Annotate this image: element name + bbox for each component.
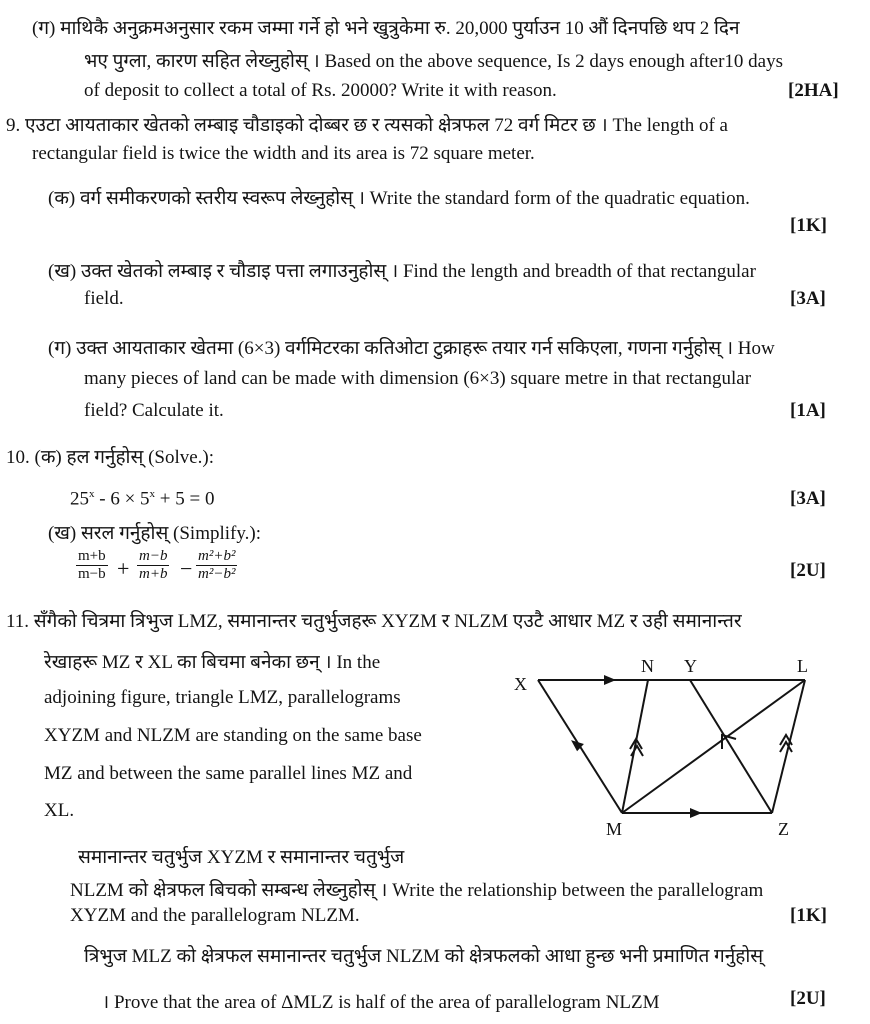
eq-exp-2: x: [149, 488, 156, 500]
fraction-2: [137, 548, 169, 583]
q11a-line-3: XYZM and the parallelogram NLZM.: [70, 905, 360, 926]
operator-plus: +: [117, 556, 130, 581]
q9a-line-1: (क) वर्ग समीकरणको स्तरीय स्वरूप लेख्नुहोस् । Write the standard form of the quadratic equation.: [48, 188, 750, 209]
q8c-line-2: भए पुग्ला, कारण सहित लेख्नुहोस् । Based on the above sequence, Is 2 days enough after10 days: [84, 51, 783, 72]
q11-stem-line-3: adjoining figure, triangle LMZ, parallelograms: [44, 687, 401, 708]
arrow-mz-icon: [690, 808, 702, 818]
q8c-line-1: (ग) माथिकै अनुक्रमअनुसार रकम जम्मा गर्ने हो भने खुत्रुकेमा रु. 20,000 पुर्याउन 10 औं दिनपछि थप 2 दिन: [32, 18, 740, 39]
q11a-line-1: समानान्तर चतुर्भुज XYZM र समानान्तर चतुर्भुज: [78, 847, 405, 868]
q10a-equation: [70, 488, 214, 510]
fraction-1-num: m+b: [78, 548, 106, 564]
vertex-n-label: N: [641, 656, 654, 676]
q9a-mark: [1K]: [790, 215, 827, 236]
q9b-mark: [3A]: [790, 288, 826, 309]
q8c-mark: [2HA]: [788, 80, 839, 101]
eq-end: + 5 = 0: [155, 488, 215, 510]
q9b-line-2: field.: [84, 288, 124, 309]
q11-stem-line-5: MZ and between the same parallel lines MZ and: [44, 763, 413, 784]
fraction-3: [196, 548, 237, 583]
vertex-x-label: X: [514, 674, 527, 694]
arrow-xl-icon: [604, 675, 616, 685]
parallelogram-figure: [500, 655, 830, 845]
eq-base-1: 25: [70, 488, 89, 510]
q9-stem-line-2: rectangular field is twice the width and its area is 72 square meter.: [32, 143, 535, 164]
q11b-mark: [2U]: [790, 988, 826, 1009]
q10b-label: (ख) सरल गर्नुहोस् (Simplify.):: [48, 523, 261, 544]
vertex-m-label: M: [606, 819, 623, 839]
operator-minus: −: [180, 556, 193, 581]
q11b-line-1: त्रिभुज MLZ को क्षेत्रफल समानान्तर चतुर्भुज NLZM को क्षेत्रफलको आधा हुन्छ भनी प्रमाणित गर्नुहोस्: [84, 946, 764, 967]
q10b-mark: [2U]: [790, 560, 826, 581]
vertex-z-label: Z: [778, 819, 789, 839]
q11a-mark: [1K]: [790, 905, 827, 926]
fraction-2-den: m+b: [139, 566, 168, 582]
vertex-y-label: Y: [684, 656, 697, 676]
fraction-2-num: m−b: [139, 548, 168, 564]
fraction-1-den: m−b: [78, 566, 106, 582]
q9c-line-3: field? Calculate it.: [84, 400, 224, 421]
q9c-mark: [1A]: [790, 400, 826, 421]
vertex-l-label: L: [797, 656, 808, 676]
line-nm: [622, 680, 648, 813]
q10a-mark: [3A]: [790, 488, 826, 509]
q10a-label: 10. (क) हल गर्नुहोस् (Solve.):: [6, 447, 215, 468]
double-arrow-nm-icon: [630, 739, 643, 756]
q9c-line-1: (ग) उक्त आयताकार खेतमा (6×3) वर्गमिटरका कतिओटा टुक्राहरू तयार गर्न सकिएला, गणना गर्नुहोस् । How: [48, 338, 775, 359]
line-yz: [690, 680, 772, 813]
q11-stem-line-1: 11. सँगैको चित्रमा त्रिभुज LMZ, समानान्तर चतुर्भुजहरू XYZM र NLZM एउटै आधार MZ र उही समानान्तर: [6, 611, 742, 632]
fraction-3-den: m²−b²: [198, 566, 236, 582]
eq-exp-1: x: [89, 488, 95, 500]
q8c-line-3: of deposit to collect a total of Rs. 20000? Write it with reason.: [84, 80, 557, 101]
q11-stem-line-6: XL.: [44, 800, 75, 821]
q11-stem-line-4: XYZM and NLZM are standing on the same base: [44, 725, 422, 746]
q11b-line-2: । Prove that the area of ΔMLZ is half of the area of parallelogram NLZM: [102, 992, 660, 1013]
q9b-line-1: (ख) उक्त खेतको लम्बाइ र चौडाइ पत्ता लगाउनुहोस् । Find the length and breadth of that rectangular: [48, 261, 756, 282]
eq-middle: - 6 × 5: [94, 488, 150, 510]
q11-stem-line-2: रेखाहरू MZ र XL का बिचमा बनेका छन् । In the: [44, 652, 381, 673]
q9-stem-line-1: 9. एउटा आयताकार खेतको लम्बाइ चौडाइको दोब्बर छ र त्यसको क्षेत्रफल 72 वर्ग मिटर छ । The length of a: [6, 115, 728, 136]
fraction-3-num: m²+b²: [198, 548, 236, 564]
q11a-line-2: NLZM को क्षेत्रफल बिचको सम्बन्ध लेख्नुहोस् । Write the relationship between the parallelogram: [70, 880, 764, 901]
fraction-1: [76, 548, 108, 583]
q9c-line-2: many pieces of land can be made with dimension (6×3) square metre in that rectangular: [84, 368, 752, 389]
